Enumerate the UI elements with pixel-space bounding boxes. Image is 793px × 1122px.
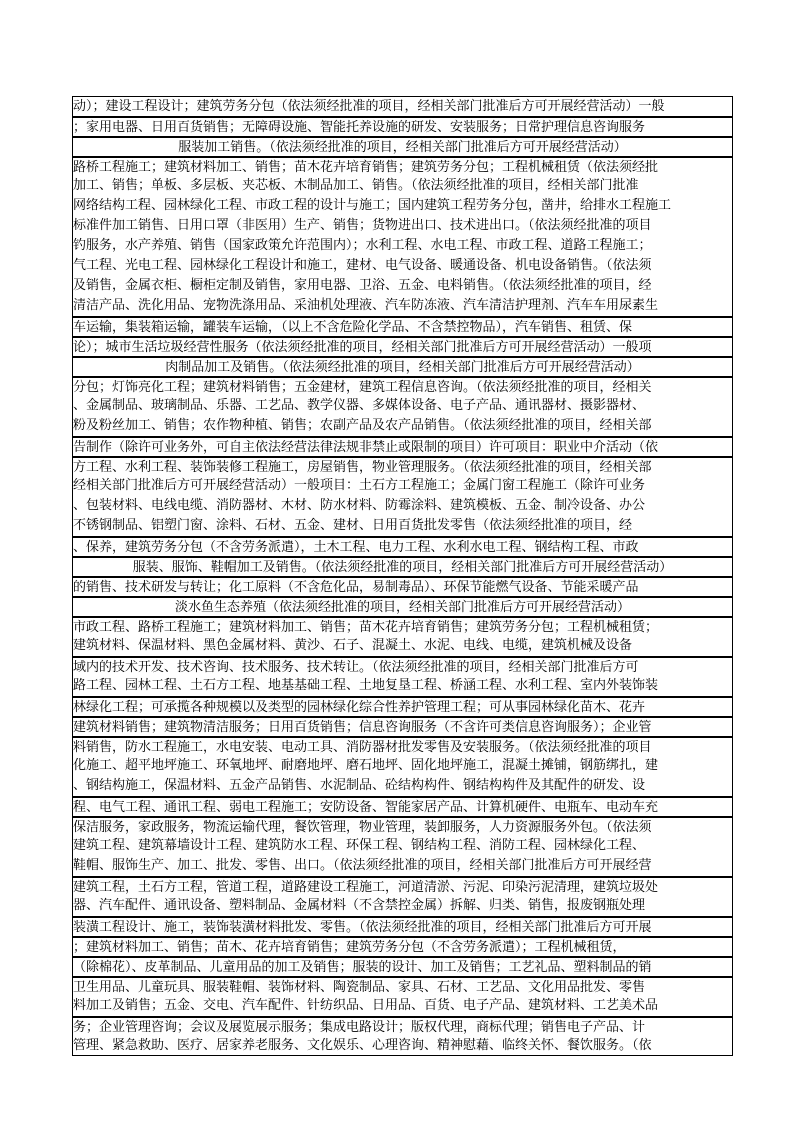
table-row xyxy=(72,916,733,936)
table-row xyxy=(72,876,733,896)
table-row xyxy=(72,1016,733,1036)
row-text: 清洁产品、洗化用品、宠物洗涤用品、采油机处理液、汽车防冻液、汽车清洁护理剂、汽车车用尿素生 xyxy=(73,298,659,313)
table-row xyxy=(72,1036,733,1056)
table-row xyxy=(72,336,733,356)
row-text: 器、汽车配件、通讯设备、塑料制品、金属材料（不含禁控金属）拆解、归类、销售，报废钢瓶处理 xyxy=(73,898,646,913)
row-text: 管理、紧急救助、医疗、居家养老服务、文化娱乐、心理咨询、精神慰藉、临终关怀、餐饮服务。（依 xyxy=(73,1038,652,1053)
table-row xyxy=(72,96,733,116)
row-text: 论）；城市生活垃圾经营性服务（依法须经批准的项目，经相关部门批准后方可开展经营活动）一般项 xyxy=(73,340,652,355)
row-text: 域内的技术开发、技术咨询、技术服务、技术转让。（依法须经批准的项目，经相关部门批准后方可 xyxy=(73,660,639,675)
row-text: 服装加工销售。（依法须经批准的项目，经相关部门批准后方可开展经营活动） xyxy=(178,140,627,155)
row-text: 粉及粉丝加工、销售；农作物种植、销售；农副产品及农产品销售。（依法须经批准的项目，经相关部 xyxy=(73,418,652,433)
table-row xyxy=(72,416,733,436)
row-text: 、金属制品、玻璃制品、乐器、工艺品、教学仪器、多媒体设备、电子产品、通讯器材、摄影器材、 xyxy=(73,398,646,413)
spreadsheet-page xyxy=(72,96,733,1056)
table-row xyxy=(72,996,733,1016)
table-row xyxy=(72,316,733,336)
table-row xyxy=(72,176,733,196)
row-text: 肉制品加工及销售。（依法须经批准的项目，经相关部门批准后方可开展经营活动） xyxy=(165,360,640,375)
row-text: 标准件加工销售、日用口罩（非医用）生产、销售；货物进出口、技术进出口。（依法须经批准的项目 xyxy=(73,218,652,233)
row-text: 程、电气工程、通讯工程、弱电工程施工；安防设备、智能家居产品、计算机硬件、电瓶车、电动车充 xyxy=(73,800,659,815)
row-text: （除棉花）、皮革制品、儿童用品的加工及销售；服装的设计、加工及销售；工艺礼品、塑料制品的销 xyxy=(73,960,652,975)
table-row xyxy=(72,816,733,836)
row-text: 、钢结构施工，保温材料、五金产品销售、水泥制品、砼结构构件、钢结构构件及其配件的研发、设 xyxy=(73,778,646,793)
table-row xyxy=(72,456,733,476)
row-text: 分包；灯饰亮化工程；建筑材料销售；五金建材，建筑工程信息咨询。（依法须经批准的项目，经相关 xyxy=(73,380,652,395)
row-text: 告制作（除许可业务外，可自主依法经营法律法规非禁止或限制的项目）许可项目：职业中介活动（依 xyxy=(73,440,659,455)
row-text: 、保养，建筑劳务分包（不含劳务派遣），土木工程、电力工程、水利水电工程、钢结构工程、市政 xyxy=(73,540,639,555)
table-row xyxy=(72,156,733,176)
table-row xyxy=(72,776,733,796)
table-row xyxy=(72,556,733,576)
table-row xyxy=(72,796,733,816)
row-text: 动）；建设工程设计；建筑劳务分包（依法须经批准的项目，经相关部门批准后方可开展经营活动）一般 xyxy=(73,99,665,114)
table-row xyxy=(72,376,733,396)
row-text: 料加工及销售；五金、交电、汽车配件、针纺织品、日用品、百货、电子产品、建筑材料、工艺美术品 xyxy=(73,998,659,1013)
row-text: 的销售、技术研发与转让；化工原料（不含危化品，易制毒品）、环保节能燃气设备、节能采暖产品 xyxy=(73,580,639,595)
row-text: 加工、销售；单板、多层板、夹芯板、木制品加工、销售。（依法须经批准的项目，经相关部门批准 xyxy=(73,178,639,193)
row-text: 卫生用品、儿童玩具、服装鞋帽、装饰材料、陶瓷制品、家具、石材、工艺品、文化用品批发、零售 xyxy=(73,980,646,995)
row-text: 鞋帽、服饰生产、加工、批发、零售、出口。（依法须经批准的项目，经相关部门批准后方可开展经营 xyxy=(73,858,652,873)
table-row xyxy=(72,136,733,156)
table-row xyxy=(72,396,733,416)
table-row xyxy=(72,976,733,996)
table-row xyxy=(72,736,733,756)
table-row xyxy=(72,856,733,876)
table-row xyxy=(72,656,733,676)
row-text: 车运输，集装箱运输，罐装车运输，（以上不含危险化学品、不含禁控物品），汽车销售、租赁、保 xyxy=(73,320,633,335)
row-text: 淡水鱼生态养殖（依法须经批准的项目，经相关部门批准后方可开展经营活动） xyxy=(174,600,630,615)
row-text: 林绿化工程；可承揽各种规模以及类型的园林绿化综合性养护管理工程；可从事园林绿化苗木、花卉 xyxy=(73,700,646,715)
row-text: 务；企业管理咨询；会议及展览展示服务；集成电路设计；版权代理，商标代理；销售电子产品、计 xyxy=(73,1020,646,1035)
table-row xyxy=(72,536,733,556)
table-row xyxy=(72,256,733,276)
table-row xyxy=(72,616,733,636)
table-row xyxy=(72,636,733,656)
table-row xyxy=(72,676,733,696)
row-text: 建筑材料销售；建筑物清洁服务；日用百货销售；信息咨询服务（不含许可类信息咨询服务）；企业管 xyxy=(73,720,652,735)
row-text: 建筑工程、建筑幕墙设计工程、建筑防水工程、环保工程、钢结构工程、消防工程、园林绿化工程、 xyxy=(73,838,646,853)
row-text: 化施工、超平地坪施工、环氧地坪、耐磨地坪、磨石地坪、固化地坪施工，混凝土摊铺，钢筋绑扎，建 xyxy=(73,758,659,773)
table-row xyxy=(72,756,733,776)
row-text: 经相关部门批准后方可开展经营活动）一般项目：土石方工程施工；金属门窗工程施工（除许可业务 xyxy=(73,478,646,493)
row-text: 建筑材料、保温材料、黑色金属材料、黄沙、石子、混凝土、水泥、电线、电缆，建筑机械及设备 xyxy=(73,638,633,653)
row-text: ；建筑材料加工、销售；苗木、花卉培育销售；建筑劳务分包（不含劳务派遣）；工程机械租赁， xyxy=(73,940,626,955)
table-row xyxy=(72,716,733,736)
table-row xyxy=(72,496,733,516)
table-row xyxy=(72,936,733,956)
row-text: 方工程、水利工程、装饰装修工程施工，房屋销售，物业管理服务。（依法须经批准的项目，经相关部 xyxy=(73,460,652,475)
table-row xyxy=(72,596,733,616)
table-row xyxy=(72,896,733,916)
table-row xyxy=(72,276,733,296)
row-text: 市政工程、路桥工程施工；建筑材料加工、销售；苗木花卉培育销售；建筑劳务分包；工程机械租赁； xyxy=(73,620,659,635)
table-row xyxy=(72,436,733,456)
table-row xyxy=(72,476,733,496)
row-text: 建筑工程，土石方工程，管道工程，道路建设工程施工，河道清淤、污泥、印染污泥清理，建筑垃圾处 xyxy=(73,880,659,895)
row-text: 不锈钢制品、铝塑门窗、涂料、石材、五金、建材、日用百货批发零售（依法须经批准的项目，经 xyxy=(73,518,633,533)
row-text: 料销售，防水工程施工，水电安装、电动工具、消防器材批发零售及安装服务。（依法须经批准的项目 xyxy=(73,740,652,755)
row-text: 装潢工程设计、施工，装饰装潢材料批发、零售。（依法须经批准的项目，经相关部门批准后方可开展 xyxy=(73,920,652,935)
table-row xyxy=(72,196,733,216)
row-text: ；家用电器、日用百货销售；无障碍设施、智能托养设施的研发、安装服务；日常护理信息咨询服务 xyxy=(73,120,646,135)
row-text: 服装、服饰、鞋帽加工及销售。（依法须经批准的项目，经相关部门批准后方可开展经营活动） xyxy=(132,560,673,575)
table-row xyxy=(72,516,733,536)
table-row xyxy=(72,296,733,316)
row-text: 、包装材料、电线电缆、消防器材、木材、防水材料、防霉涂料、建筑模板、五金、制冷设备、办公 xyxy=(73,498,646,513)
row-text: 保洁服务，家政服务，物流运输代理，餐饮管理，物业管理，装卸服务，人力资源服务外包。（依法须 xyxy=(73,820,652,835)
row-text: 网络结构工程、园林绿化工程、市政工程的设计与施工；国内建筑工程劳务分包，凿井，给排水工程施工 xyxy=(73,198,672,213)
row-text: 路桥工程施工；建筑材料加工、销售；苗木花卉培育销售；建筑劳务分包；工程机械租赁（依法须经批 xyxy=(73,160,659,175)
row-text: 及销售，金属衣柜、橱柜定制及销售，家用电器、卫浴、五金、电料销售。（依法须经批准的项目，经 xyxy=(73,278,652,293)
row-text: 钓服务，水产养殖、销售（国家政策允许范围内）；水利工程、水电工程、市政工程、道路工程施工； xyxy=(73,238,652,253)
table-row xyxy=(72,836,733,856)
table-row xyxy=(72,576,733,596)
table-row xyxy=(72,116,733,136)
table-row xyxy=(72,356,733,376)
row-text: 气工程、光电工程、园林绿化工程设计和施工，建材、电气设备、暖通设备、机电设备销售。（依法须 xyxy=(73,258,652,273)
table-row xyxy=(72,216,733,236)
row-text: 路工程、园林工程、土石方工程、地基基础工程、土地复垦工程、桥涵工程、水利工程、室内外装饰装 xyxy=(73,678,659,693)
table-row xyxy=(72,236,733,256)
table-row xyxy=(72,956,733,976)
table-row xyxy=(72,696,733,716)
